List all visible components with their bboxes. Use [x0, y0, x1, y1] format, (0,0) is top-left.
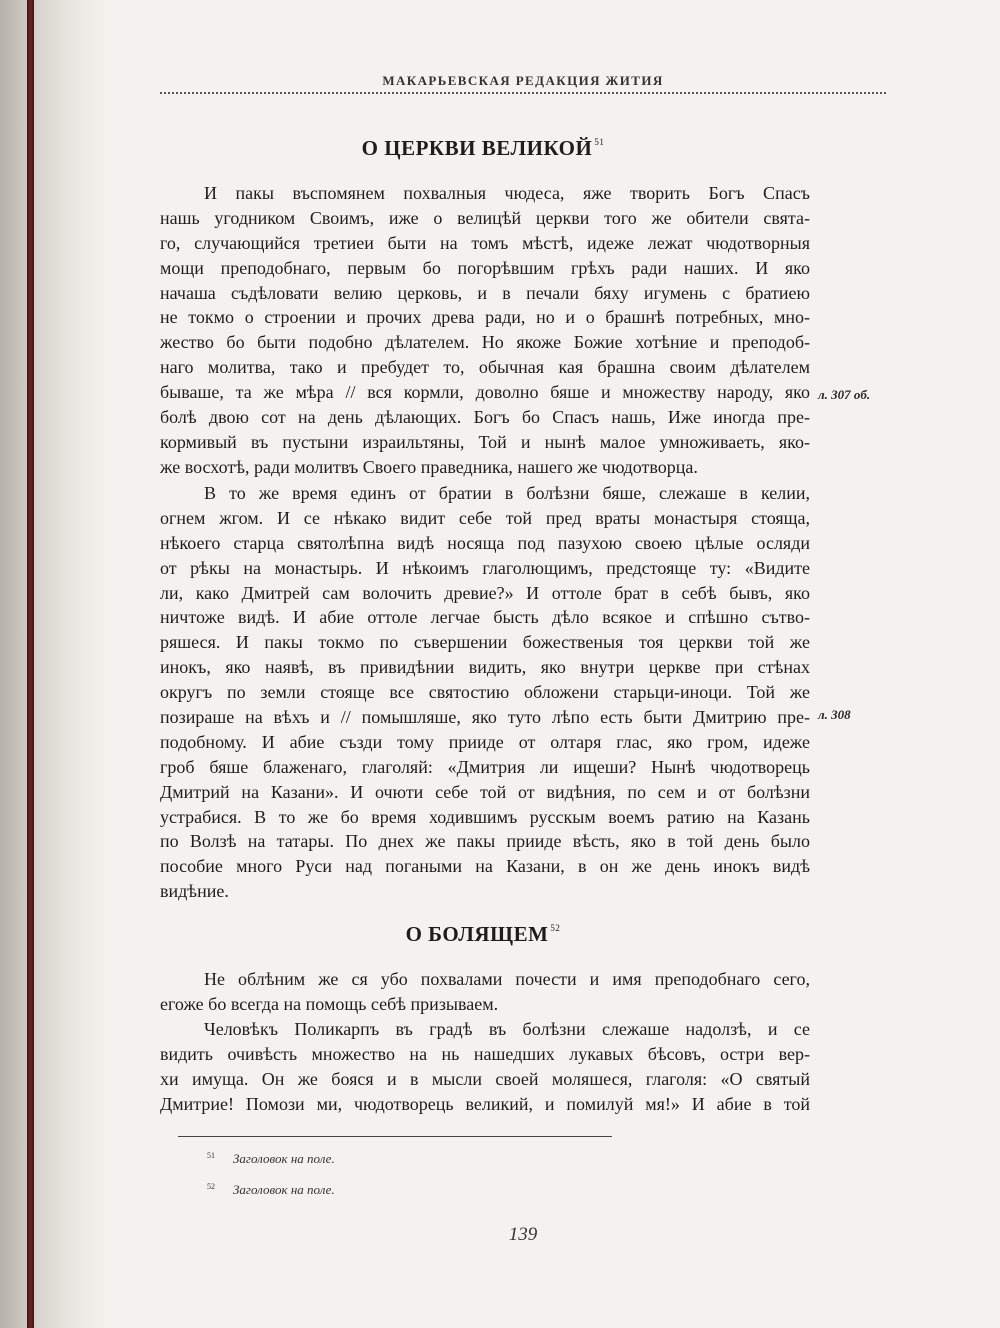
footnote-number: 52 — [207, 1182, 215, 1191]
section-heading-text: О ЦЕРКВИ ВЕЛИКОЙ — [361, 136, 593, 160]
text-line: наго молитва, тако и пребудет то, обычная кая брашна своим дѣлателем — [160, 357, 810, 378]
text-line: пособие много Руси над погаными на Казани, в он же день инокъ видѣ — [160, 856, 810, 877]
section-heading — [160, 922, 806, 947]
text-line: от рѣкы на монастырь. И нѣкоимъ глаголющимъ, предстояще ту: «Видите — [160, 557, 810, 578]
footnote — [207, 1182, 335, 1198]
text-line: Дмитрие! Помози ми, чюдотворець великий, и помилуй мя!» И абие в той — [160, 1093, 810, 1114]
text-line: по Волзѣ на татары. По днех же пакы прииде вѣсть, яко в той день было — [160, 831, 810, 852]
section-heading-text: О БОЛЯЩЕМ — [405, 922, 549, 946]
text-line: начаша съдѣловати велию церковь, и в печали бяху игумень с братиею — [160, 282, 810, 303]
footnote-text: Заголовок на поле. — [233, 1182, 335, 1197]
running-head: МАКАРЬЕВСКАЯ РЕДАКЦИЯ ЖИТИЯ — [382, 73, 664, 88]
running-head-rule — [160, 92, 886, 94]
text-line: И пакы въспомянем похвалныя чюдеса, яже творить Богъ Спасъ — [204, 183, 810, 203]
text-line: Дмитрий на Казани». И очюти себе той от видѣния, по сем и от болѣзни — [160, 781, 810, 802]
text-line: гроб бяше блаженаго, глаголяй: «Дмитрия ли ищеши? Нынѣ чюдотворець — [160, 756, 810, 777]
footnote-rule — [178, 1136, 612, 1137]
text-line: ли, како Дмитрей сам волочить древие?» И оттоле брат в себѣ бывъ, яко — [160, 582, 810, 603]
text-line: жество бо быти подобно дѣлателем. Но якоже Божие хотѣние и преподоб- — [160, 332, 810, 353]
text-line: нашь угодником Своимъ, иже о велицѣй церкви того же обители свята- — [160, 207, 810, 228]
footnote-number: 51 — [207, 1151, 215, 1160]
body-paragraph — [160, 1017, 810, 1117]
page-number: 139 — [508, 1224, 538, 1245]
text-line: болѣ двою сот на день дѣлающих. Богъ бо Спасъ нашь, Иже иногда пре- — [160, 407, 810, 428]
page-gutter-shadow — [0, 0, 110, 1328]
text-line: бываше, та же мѣра // вся кормли, доволно бяше и множеству народу, яко — [160, 382, 810, 403]
text-line: не токмо о строении и прочих древа ради, но и о брашнѣ потребных, мно- — [160, 307, 810, 328]
text-line: ничтоже видѣ. И абие оттоле легчае бысть дѣло всякое и спѣшно сътво- — [160, 607, 810, 628]
folio-margin-note: л. 307 об. — [818, 387, 871, 402]
body-paragraph — [160, 181, 810, 480]
text-line: нѣкоего старца святолѣпна видѣ носяща под пазухою своею цѣлые осляди — [160, 532, 810, 553]
text-line: мощи преподобнаго, первым бо погорѣвшим грѣхъ ради наших. И яко — [160, 257, 810, 278]
footnote-ref[interactable]: 52 — [550, 923, 561, 933]
bookmark-ribbon — [27, 0, 34, 1328]
body-paragraph — [160, 967, 810, 1017]
text-line: огнем жгом. И се нѣкако видит себе той пред враты монастыря стояща, — [160, 507, 810, 528]
text-line: видѣние. — [160, 881, 229, 902]
text-line: позираше на вѣхъ и // помышляше, яко туто лѣпо есть быти Дмитрию пре- — [160, 707, 810, 728]
footnote-ref[interactable]: 51 — [594, 137, 605, 147]
text-line: же восхотѣ, ради молитвъ Своего праведника, нашего же чюдотворца. — [160, 456, 698, 477]
footnote — [207, 1151, 335, 1167]
text-line: егоже бо всегда на помощь себѣ призываем. — [160, 993, 499, 1014]
text-line: ряшеся. И пакы токмо по съвершении божественыя тоя церкви той же — [160, 632, 810, 653]
text-line: инокъ, яко наявѣ, въ привидѣнии видить, яко внутри церкве при стѣнах — [160, 657, 810, 678]
section-heading — [160, 136, 806, 161]
text-line: Человѣкъ Поликарпъ въ градѣ въ болѣзни слежаше надолзѣ, и се — [204, 1019, 810, 1039]
text-line: кормивый въ пустыни израильтяны, Той и нынѣ малое умноживаеть, яко- — [160, 431, 810, 452]
text-line: го, случающийся третиеи быти на томъ мѣстѣ, идеже лежат чюдотворныя — [160, 232, 810, 253]
text-line: подобному. И абие създи тому прииде от олтаря глас, яко гром, идеже — [160, 731, 810, 752]
body-paragraph — [160, 481, 810, 904]
text-line: округъ по земли стояще все святостию обложени старьци-иноци. Той же — [160, 682, 810, 703]
text-line: устрабися. В то же бо время ходившимъ русскым воемъ ратию на Казань — [160, 806, 810, 827]
text-line: видить очивѣсть множество на нь нашедших лукавых бѣсовъ, остри вер- — [160, 1043, 810, 1064]
folio-margin-note: л. 308 — [818, 707, 851, 722]
text-line: хи имуща. Он же бояся и в мысли своей моляшеся, глаголя: «О святый — [160, 1068, 810, 1089]
text-line: В то же время единъ от братии в болѣзни бяше, слежаше в келии, — [204, 483, 810, 503]
text-line: Не облѣним же ся убо похвалами почести и имя преподобнаго сего, — [204, 969, 810, 989]
footnote-text: Заголовок на поле. — [233, 1151, 335, 1166]
